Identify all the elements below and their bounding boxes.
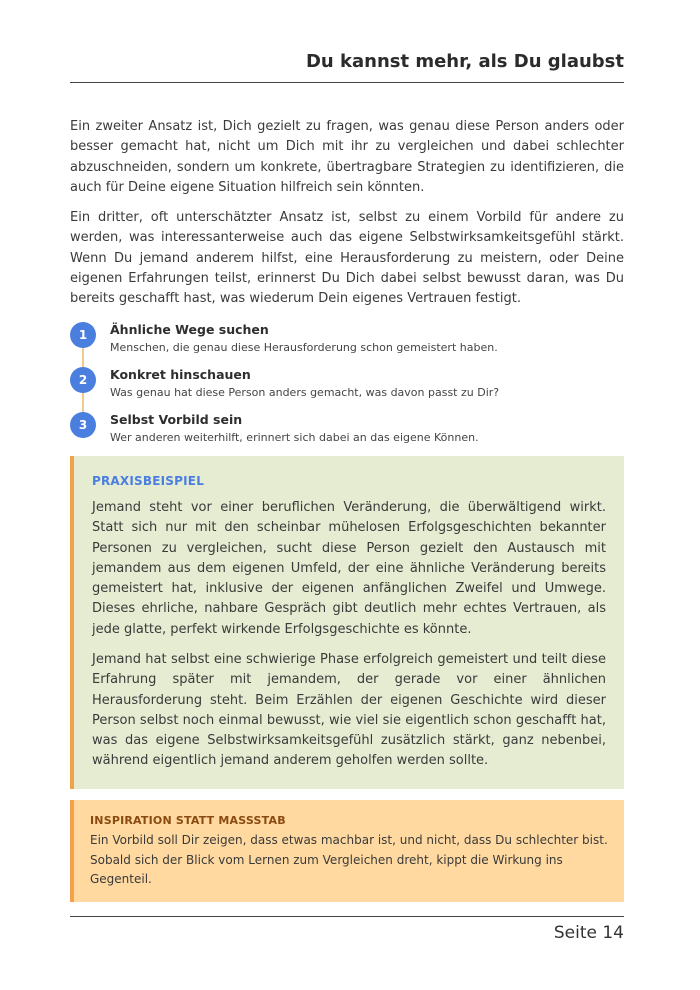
step-description: Was genau hat diese Person anders gemacht, was davon passt zu Dir? [110, 386, 500, 399]
inspiration-callout-text: Ein Vorbild soll Dir zeigen, dass etwas machbar ist, und nicht, dass Du schlechter bist. Sobald sich der Blick vom Lernen zum Vergleichen dreht, kippt die Wirkung ins Gegenteil. [90, 833, 608, 886]
inspiration-callout-box [70, 800, 624, 902]
page-number: Seite 14 [553, 923, 624, 943]
step-description: Wer anderen weiterhilft, erinnert sich dabei an das eigene Können. [110, 431, 479, 444]
inspiration-callout-heading: INSPIRATION STATT MASSSTAB [90, 814, 286, 827]
step-number-badge: 2 [70, 367, 96, 393]
step-title: Konkret hinschauen [110, 367, 251, 382]
header-divider [70, 82, 624, 83]
step-number-badge: 1 [70, 322, 96, 348]
step-number-badge: 3 [70, 412, 96, 438]
practice-example-paragraph: Jemand hat selbst eine schwierige Phase erfolgreich gemeistert und teilt diese Erfahrung später mit jemandem, der gerade vor einer ähnlichen Herausforderung steht. Beim Erzählen der eigenen Geschichte wird dieser Person selbst noch einmal bewusst, wie viel sie eigentlich schon geschafft hat, was das eigene Selbstwirksamkeitsgefühl zusätzlich stärkt, ganz nebenbei, während eigentlich jemand anderem geholfen werden sollte. [92, 652, 606, 769]
body-paragraph: Ein zweiter Ansatz ist, Dich gezielt zu fragen, was genau diese Person anders oder besser gemacht hat, nicht um Dich mit ihr zu vergleichen und dabei schlechter abzuschneiden, sondern um konkrete, übertragbare Strategien zu identifizieren, die auch für Deine eigene Situation hilfreich sein könnten. [70, 119, 624, 195]
step-item [70, 410, 624, 450]
step-description: Menschen, die genau diese Herausforderung schon gemeistert haben. [110, 341, 498, 354]
body-paragraph: Ein dritter, oft unterschätzter Ansatz ist, selbst zu einem Vorbild für andere zu werden, was interessanterweise auch das eigene Selbstwirksamkeitsgefühl stärkt. Wenn Du jemand anderem hilfst, eine Herausforderung zu meistern, oder Deine eigenen Erfahrungen teilst, erinnerst Du Dich dabei selbst bewusst daran, was Du bereits geschafft hast, was wiederum Dein eigenes Vertrauen festigt. [70, 210, 624, 307]
practice-example-paragraph: Jemand steht vor einer beruflichen Veränderung, die überwältigend wirkt. Statt sich nur mit den scheinbar mühelosen Erfolgsgeschichten bekannter Personen zu vergleichen, sucht diese Person gezielt den Austausch mit jemandem aus dem eigenen Umfeld, der eine ähnliche Veränderung bereits gemeistert hat, inklusive der eigenen anfänglichen Zweifel und Umwege. Dieses ehrliche, nahbare Gespräch gibt deutlich mehr echtes Vertrauen, als jede glatte, perfekt wirkende Erfolgsgeschichte es könnte. [92, 500, 606, 637]
practice-example-heading: PRAXISBEISPIEL [92, 474, 205, 488]
step-item [70, 365, 624, 405]
step-item [70, 320, 624, 360]
practice-example-box [70, 456, 624, 789]
step-title: Selbst Vorbild sein [110, 412, 243, 427]
footer-divider [70, 916, 624, 917]
page-header-title: Du kannst mehr, als Du glaubst [305, 51, 624, 72]
step-title: Ähnliche Wege suchen [110, 322, 269, 337]
